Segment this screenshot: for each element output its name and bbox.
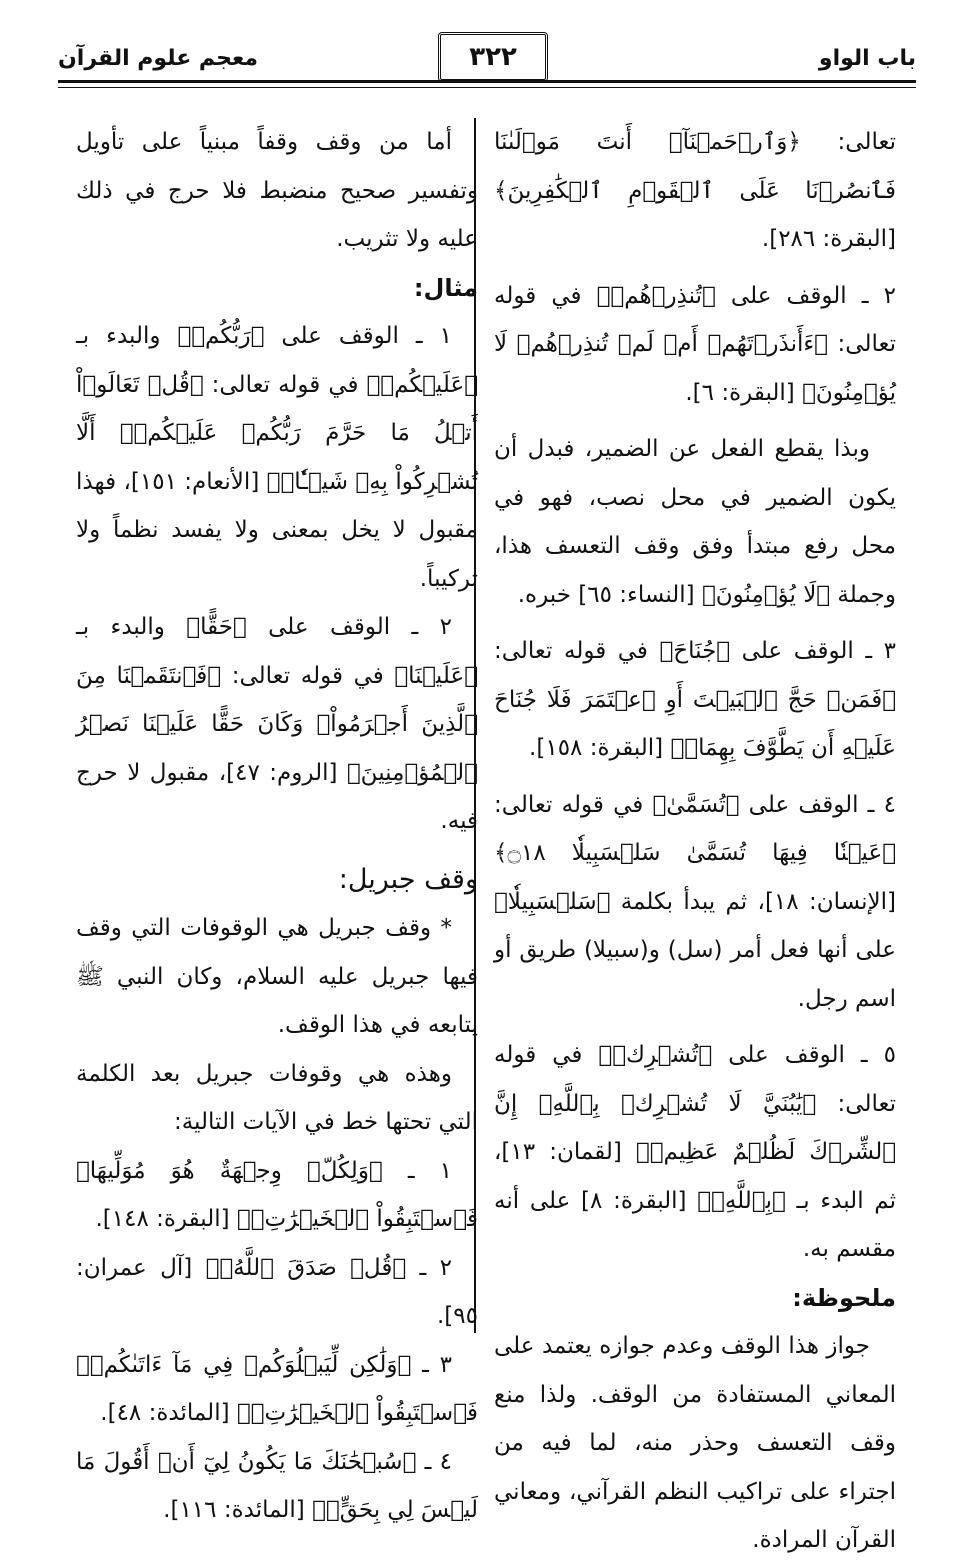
example-heading: مثال: — [413, 273, 478, 302]
paragraph: ٢ ـ الوقف على ﴿حَقًّا﴾ والبدء بـ ﴿عَلَيۡنَا﴾ في قوله تعالى: ﴿فَٱنتَقَمۡنَا مِنَ ٱلَّذِينَ أَجۡرَمُواْۖ وَكَانَ حَقًّا عَلَيۡنَا نَصۡرُ ٱلۡمُؤۡمِنِينَ﴾ [الروم: ٤٧]، مقبول لا حرج فيه. — [76, 614, 478, 834]
paragraph: * وقف جبريل هي الوقوفات التي وقف فيها جبريل عليه السلام، وكان النبي ﷺ يتابعه في هذا الوقف. — [76, 915, 478, 1038]
paragraph: ٣ ـ الوقف على ﴿جُنَاحَ﴾ في قوله تعالى: ﴿فَمَنۡ حَجَّ ٱلۡبَيۡتَ أَوِ ٱعۡتَمَرَ فَلَا جُنَاحَ عَلَيۡهِ أَن يَطَّوَّفَ بِهِمَاۚ﴾ [البقرة: ١٥٨]. — [494, 638, 896, 761]
paragraph: وبذا يقطع الفعل عن الضمير، فبدل أن يكون الضمير في محل نصب، فهو في محل رفع مبتدأ وفق وقف التعسف هذا، وجملة ﴿لَا يُؤۡمِنُونَ﴾ [النساء: ٦٥] خبره. — [494, 436, 896, 608]
chapter-title: باب الواو — [818, 46, 916, 71]
book-title: معجم علوم القرآن — [58, 46, 259, 71]
paragraph: أما من وقف وقفاً مبنياً على تأويل وتفسير صحيح منضبط فلا حرج في ذلك عليه ولا تثريب. — [76, 129, 478, 252]
paragraph: جواز هذا الوقف وعدم جوازه يعتمد على المعاني المستفادة من الوقف. ولذا منع وقف التعسف وحذر منه، لما فيه من اجتراء على تراكيب النظم القرآني، ومعاني القرآن المرادة. — [494, 1333, 896, 1553]
section-title: وقف جبريل: — [338, 863, 478, 895]
paragraph: تعالى: ﴿وَٱرۡحَمۡنَآۚ أَنتَ مَوۡلَىٰنَا فَٱنصُرۡنَا عَلَى ٱلۡقَوۡمِ ٱلۡكَٰفِرِينَ﴾ [البقرة: ٢٨٦]. — [494, 129, 896, 252]
header-rule-thin — [58, 87, 916, 88]
page-header — [58, 32, 916, 90]
paragraph: ٥ ـ الوقف على ﴿تُشۡرِكۡ﴾ في قوله تعالى: ﴿يَٰبُنَيَّ لَا تُشۡرِكۡ بِٱللَّهِۖ إِنَّ ٱلشِّرۡكَ لَظُلۡمٌ عَظِيمٞ﴾ [لقمان: ١٣]، ثم البدء بـ ﴿بِٱللَّهِۖ﴾ [البقرة: ٨] على أنه مقسم به. — [494, 1042, 896, 1262]
note-heading: ملحوظة: — [792, 1283, 896, 1312]
paragraph: ٤ ـ الوقف على ﴿تُسَمَّىٰ﴾ في قوله تعالى: ﴿عَيۡنٗا فِيهَا تُسَمَّىٰ سَلۡسَبِيلٗا ۝١٨﴾ [الإنسان: ١٨]، ثم يبدأ بكلمة ﴿سَلۡسَبِيلٗا﴾ على أنها فعل أمر (سل) و(سبيلا) طريق أو اسم رجل. — [494, 791, 896, 1012]
right-column — [494, 118, 896, 1553]
header-rule — [58, 80, 916, 83]
paragraph: ٢ ـ الوقف على ﴿تُنذِرۡهُمۡ﴾ في قوله تعالى: ﴿ءَأَنذَرۡتَهُمۡ أَمۡ لَمۡ تُنذِرۡهُمۡ لَا يُؤۡمِنُونَ﴾ [البقرة: ٦]. — [494, 282, 896, 406]
paragraph: ١ ـ ﴿وَلِكُلّٖ وِجۡهَةٌ هُوَ مُوَلِّيهَاۖ فَٱسۡتَبِقُواْ ٱلۡخَيۡرَٰتِۚ﴾ [البقرة: ١٤٨]. — [76, 1157, 478, 1232]
paragraph: وهذه هي وقوفات جبريل بعد الكلمة التي تحتها خط في الآيات التالية: — [76, 1060, 478, 1135]
paragraph: ١ ـ الوقف على ﴿رَبُّكُمۡ﴾ والبدء بـ ﴿عَلَيۡكُمۡ﴾ في قوله تعالى: ﴿قُلۡ تَعَالَوۡاْ أَتۡلُ مَا حَرَّمَ رَبُّكُمۡ عَلَيۡكُمۡۖ أَلَّا تُشۡرِكُواْ بِهِۦ شَيۡـٔٗاۖ﴾ [الأنعام: ١٥١]، فهذا مقبول لا يخل بمعنى ولا يفسد نظماً ولا تركيباً. — [76, 323, 478, 592]
paragraph: ٢ ـ ﴿قُلۡ صَدَقَ ٱللَّهُۗ﴾ [آل عمران: ٩٥]. — [76, 1254, 478, 1329]
page-number: ٣٢٢ — [438, 32, 548, 82]
paragraph: ٣ ـ ﴿وَلَٰكِن لِّيَبۡلُوَكُمۡ فِي مَآ ءَاتَىٰكُمۡۖ فَٱسۡتَبِقُواْ ٱلۡخَيۡرَٰتِۚ﴾ [المائدة: ٤٨]. — [76, 1351, 478, 1426]
paragraph: ٤ ـ ﴿سُبۡحَٰنَكَ مَا يَكُونُ لِيٓ أَنۡ أَقُولَ مَا لَيۡسَ لِي بِحَقٍّۚ﴾ [المائدة: ١١٦]. — [76, 1448, 478, 1523]
left-column — [76, 118, 478, 1523]
